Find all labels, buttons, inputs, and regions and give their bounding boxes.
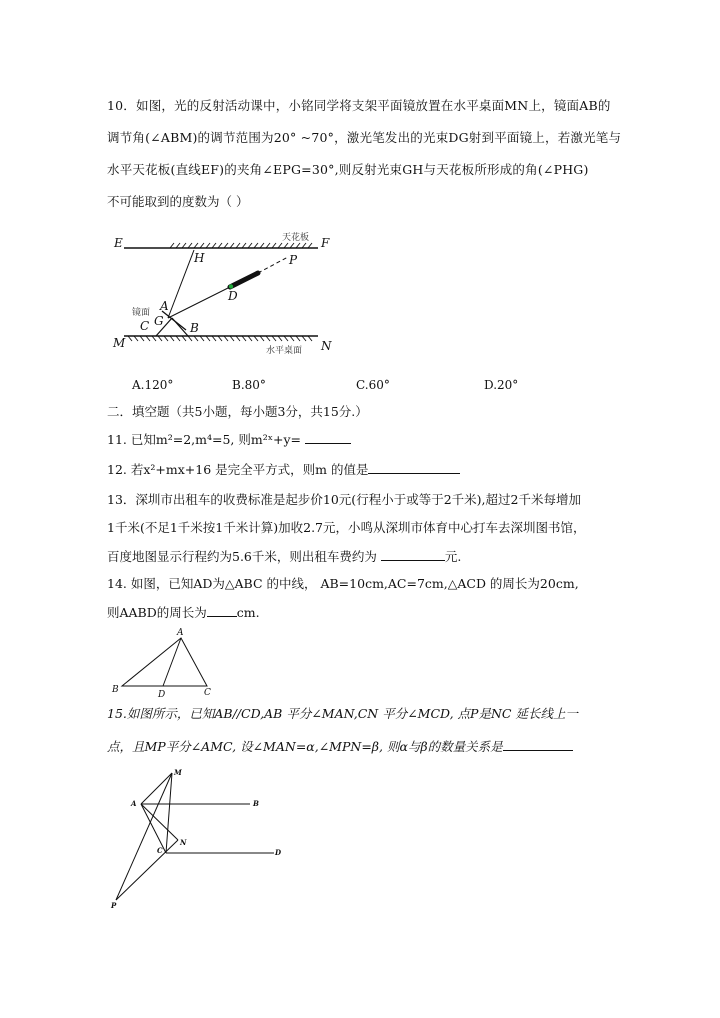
label-b: B <box>190 321 199 335</box>
q14-line-2-text: 则AABD的周长为 <box>107 605 207 620</box>
segment-mp <box>116 773 172 900</box>
q15-label-b: B <box>253 799 259 808</box>
label-d: D <box>228 289 238 303</box>
label-f: F <box>321 236 330 250</box>
q10-option-c[interactable]: C.60° <box>356 378 390 392</box>
q14-label-c: C <box>204 688 211 698</box>
q13-line-1: 13．深圳市出租车的收费标准是起步价10元(行程小于或等于2千米),超过2千米每增加 <box>107 492 581 507</box>
q15-line-2-text: 点，且MP平分∠AMC, 设∠MAN=α,∠MPN=β, 则α与β的数量关系是 <box>107 739 503 754</box>
q10-option-d[interactable]: D.20° <box>484 378 519 392</box>
q15-line-1: 15.如图所示，已知AB//CD,AB 平分∠MAN,CN 平分∠MCD, 点P是NC 延长线上一 <box>107 706 578 721</box>
q10-line-1: 10．如图，光的反射活动课中，小铭同学将支架平面镜放置在水平桌面MN上，镜面AB的 <box>107 98 611 113</box>
label-m: M <box>113 336 126 350</box>
q14-label-d: D <box>158 690 166 700</box>
segment-am <box>141 773 172 804</box>
label-a: A <box>160 299 169 313</box>
label-h: H <box>194 251 205 265</box>
q13-line-2: 1千米(不足1千米按1千米计算)加收2.7元，小鸣从深圳市体育中心打车去深圳图书馆， <box>107 520 586 535</box>
q10-option-a[interactable]: A.120° <box>132 378 174 392</box>
q15-label-d: D <box>275 848 282 857</box>
q15-label-a: A <box>131 799 137 808</box>
q10-line-4: 不可能取到的度数为（ ） <box>107 194 249 209</box>
q11-text: 11. 已知m²=2,m⁴=5, 则m²ˣ+y= <box>107 432 305 447</box>
q10-option-b[interactable]: B.80° <box>232 378 266 392</box>
q15-label-p: P <box>111 901 117 910</box>
q15-label-c: C <box>157 846 163 855</box>
q14-label-a: A <box>177 628 184 638</box>
q12-text: 12. 若x²+mx+16 是完全平方式，则m 的值是 <box>107 462 369 477</box>
label-e: E <box>114 236 123 250</box>
q10-line-3: 水平天花板(直线EF)的夹角∠EPG=30°,则反射光束GH与天花板所形成的角(∠PHG) <box>107 162 589 177</box>
q15-label-m: M <box>174 768 182 777</box>
q13-unit: 元. <box>444 549 462 564</box>
label-p: P <box>289 253 298 267</box>
label-mirror: 镜面 <box>132 308 151 318</box>
segment-an <box>141 804 178 840</box>
q14-label-b: B <box>112 685 119 695</box>
label-c: C <box>140 319 150 333</box>
label-ceiling: 天花板 <box>282 233 310 243</box>
label-n: N <box>321 339 332 353</box>
section2-heading: 二．填空题（共5小题，每小题3分，共15分.） <box>107 404 368 419</box>
q14-line-1: 14. 如图，已知AD为△ABC 的中线， AB=10cm,AC=7cm,△ACD 的周长为20cm, <box>107 576 579 591</box>
label-g: G <box>154 314 164 328</box>
q13-line-3-text: 百度地图显示行程约为5.6千米，则出租车费约为 <box>107 549 381 564</box>
q10-line-2: 调节角(∠ABM)的调节范围为20° ~70°，激光笔发出的光束DG射到平面镜上，若激光笔与 <box>107 130 622 145</box>
segment-np <box>116 840 178 900</box>
q15-label-n: N <box>180 838 187 847</box>
q14-unit: cm. <box>236 605 260 620</box>
label-desk: 水平桌面 <box>266 346 303 356</box>
